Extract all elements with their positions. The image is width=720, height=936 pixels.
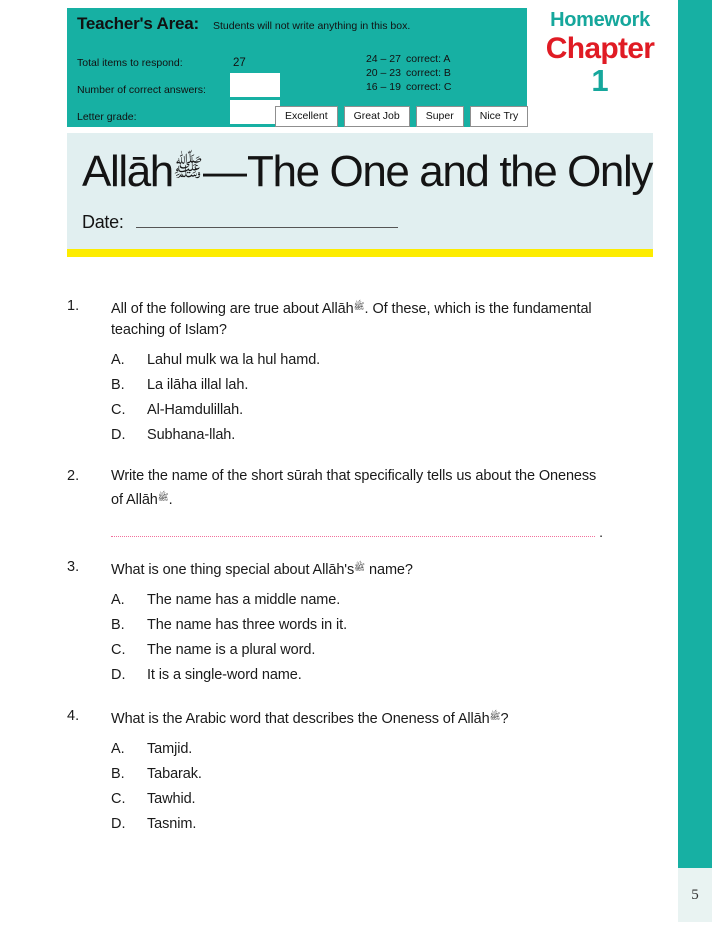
choice-text: Lahul mulk wa la hul hamd. <box>147 352 321 368</box>
choice-a[interactable] <box>111 350 720 371</box>
choice-d[interactable] <box>111 665 720 686</box>
question-2 <box>0 466 720 540</box>
grading-scale-row <box>357 52 452 66</box>
choice-list <box>67 350 720 446</box>
answer-write-in-line[interactable] <box>111 524 603 540</box>
choice-letter: A. <box>111 741 125 757</box>
choice-text: The name has a middle name. <box>147 592 341 608</box>
badge-excellent[interactable]: Excellent <box>275 106 338 127</box>
subhanahu-wa-taala-icon: ﷺ <box>353 301 365 311</box>
grading-scale-row <box>357 80 452 94</box>
question-number: 4. <box>67 708 80 724</box>
subhanahu-wa-taala-icon: ﷺ <box>489 711 501 721</box>
question-text <box>111 706 509 730</box>
choice-letter: B. <box>111 766 125 782</box>
question-1 <box>0 296 720 446</box>
grading-scale-grade: correct: B <box>406 67 451 79</box>
choice-list <box>67 739 720 835</box>
page-number: 5 <box>691 886 699 903</box>
choice-b[interactable] <box>111 764 720 785</box>
choice-letter: C. <box>111 642 126 658</box>
question-text <box>111 466 611 511</box>
total-items-value: 27 <box>233 57 246 69</box>
teachers-area-box <box>67 8 527 127</box>
date-input-line[interactable] <box>136 227 398 228</box>
choice-text: Subhana-llah. <box>147 427 236 443</box>
letter-grade-label: Letter grade: <box>77 111 137 123</box>
page-title <box>82 139 652 201</box>
question-text-before: Write the name of the short sūrah that specifically tells us about the Oneness of Allāh <box>111 468 597 508</box>
choice-text: It is a single-word name. <box>147 667 302 683</box>
page-title-name: Allāh <box>82 147 173 196</box>
badge-great-job[interactable]: Great Job <box>344 106 410 127</box>
choice-d[interactable] <box>111 425 720 446</box>
question-text-after: . <box>168 492 173 508</box>
question-text-after: ? <box>500 711 509 727</box>
homework-chapter-block <box>530 8 670 97</box>
choice-text: The name has three words in it. <box>147 617 347 633</box>
question-heading <box>67 466 720 511</box>
teachers-area-note: Students will not write anything in this box. <box>213 20 411 32</box>
date-row <box>82 212 398 233</box>
date-label: Date: <box>82 212 124 232</box>
choice-letter: A. <box>111 352 125 368</box>
praise-badge-row <box>275 106 528 127</box>
chapter-number: 1 <box>591 63 609 98</box>
letter-grade-input[interactable] <box>230 100 280 124</box>
question-4 <box>0 706 720 835</box>
choice-letter: B. <box>111 617 125 633</box>
question-3 <box>0 557 720 686</box>
subhanahu-wa-taala-icon: ﷺ <box>157 492 169 502</box>
grading-scale <box>357 52 452 94</box>
correct-answers-label: Number of correct answers: <box>77 84 206 96</box>
choice-b[interactable] <box>111 615 720 636</box>
choice-text: Tabarak. <box>147 766 202 782</box>
question-text-after: name? <box>364 562 413 578</box>
grading-scale-range: 24 – 27 <box>365 53 401 65</box>
choice-c[interactable] <box>111 789 720 810</box>
subhanahu-wa-taala-icon: ﷺ <box>172 154 204 182</box>
grading-scale-row <box>357 66 452 80</box>
grading-scale-range: 20 – 23 <box>365 67 401 79</box>
question-heading <box>67 296 720 341</box>
grading-scale-grade: correct: C <box>406 81 452 93</box>
question-text-before: What is the Arabic word that describes the Oneness of Allāh <box>111 711 490 727</box>
choice-text: Tamjid. <box>147 741 193 757</box>
choice-c[interactable] <box>111 640 720 661</box>
page-title-rest: —The One and the Only <box>203 147 652 196</box>
question-heading <box>67 706 720 730</box>
yellow-divider-bar <box>67 249 653 257</box>
choice-letter: D. <box>111 667 126 683</box>
question-text-before: All of the following are true about Allāh <box>111 301 354 317</box>
choice-text: Tasnim. <box>147 816 197 832</box>
correct-answers-input[interactable] <box>230 73 280 97</box>
total-items-label: Total items to respond: <box>77 57 183 69</box>
grading-scale-grade: correct: A <box>406 53 451 65</box>
question-text-before: What is one thing special about Allāh's <box>111 562 355 578</box>
choice-letter: B. <box>111 377 125 393</box>
chapter-label: Chapter <box>545 32 655 65</box>
subhanahu-wa-taala-icon: ﷺ <box>354 562 365 572</box>
quiz-body <box>0 296 720 855</box>
choice-letter: C. <box>111 402 126 418</box>
lesson-title-panel <box>67 133 653 249</box>
question-number: 1. <box>67 298 80 314</box>
badge-nice-try[interactable]: Nice Try <box>470 106 529 127</box>
question-text <box>111 557 413 581</box>
question-number: 2. <box>67 468 80 484</box>
answer-period: . <box>599 524 603 540</box>
choice-letter: D. <box>111 427 126 443</box>
choice-c[interactable] <box>111 400 720 421</box>
choice-list <box>67 590 720 686</box>
question-text-after: . Of these, which is the fundamental teaching of Islam? <box>111 301 592 338</box>
choice-b[interactable] <box>111 375 720 396</box>
question-number: 3. <box>67 559 80 575</box>
choice-text: Tawhid. <box>147 791 196 807</box>
dotted-rule <box>111 536 595 537</box>
choice-letter: A. <box>111 592 125 608</box>
teachers-area-title: Teacher's Area: <box>77 14 199 33</box>
question-text <box>111 296 611 341</box>
question-heading <box>67 557 720 581</box>
page-number-box <box>678 868 712 922</box>
choice-d[interactable] <box>111 814 720 835</box>
choice-letter: C. <box>111 791 126 807</box>
choice-text: Al-Hamdulillah. <box>147 402 244 418</box>
choice-a[interactable] <box>111 739 720 760</box>
choice-letter: D. <box>111 816 126 832</box>
grading-scale-range: 16 – 19 <box>365 81 401 93</box>
homework-label: Homework <box>550 9 650 31</box>
choice-a[interactable] <box>111 590 720 611</box>
choice-text: The name is a plural word. <box>147 642 316 658</box>
choice-text: La ilāha illal lah. <box>147 377 249 393</box>
badge-super[interactable]: Super <box>416 106 464 127</box>
